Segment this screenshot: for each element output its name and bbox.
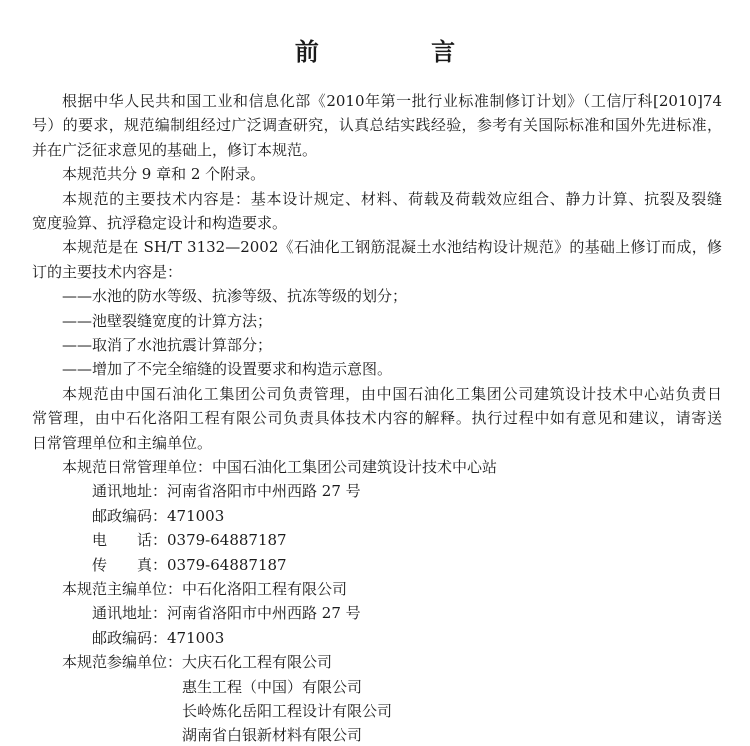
body-text-line: 日常管理单位和主编单位。 [32, 433, 213, 452]
participating-unit: 本规范参编单位：大庆石化工程有限公司 [62, 653, 333, 672]
body-text-line: 根据中华人民共和国工业和信息化部《2010年第一批行业标准制修订计划》（工信厅科[2010]74 [62, 92, 722, 110]
participating-unit: 惠生工程（中国）有限公司 [182, 677, 363, 696]
postal-code: 邮政编码：471003 [92, 506, 225, 525]
list-item: ——取消了水池抗震计算部分； [62, 336, 273, 354]
participating-unit: 湖南省白银新材料有限公司 [182, 726, 363, 745]
address: 通讯地址：河南省洛阳市中州西路 27 号 [92, 482, 361, 501]
list-item: ——水池的防水等级、抗渗等级、抗冻等级的划分； [62, 287, 408, 306]
chief-editor-unit: 本规范主编单位：中石化洛阳工程有限公司 [62, 580, 348, 598]
fax: 传 真：0379-64887187 [92, 555, 287, 574]
list-item: ——增加了不完全缩缝的设置要求和构造示意图。 [62, 360, 393, 379]
postal-code: 邮政编码：471003 [92, 628, 225, 647]
body-text-line: 本规范由中国石油化工集团公司负责管理，由中国石油化工集团公司建筑设计技术中心站负责日 [62, 384, 722, 403]
body-text-line: 订的主要技术内容是： [32, 262, 183, 281]
body-text-line: 宽度验算、抗浮稳定设计和构造要求。 [32, 214, 288, 232]
body-text-line: 本规范共分 9 章和 2 个附录。 [62, 165, 266, 184]
body-text-line: 常管理，由中石化洛阳工程有限公司负责具体技术内容的解释。执行过程中如有意见和建议，请寄送 [32, 409, 722, 428]
body-text-line: 号）的要求，规范编制组经过广泛调查研究，认真总结实践经验，参考有关国际标准和国外先进标准， [32, 116, 722, 135]
body-text-line: 并在广泛征求意见的基础上，修订本规范。 [32, 140, 318, 159]
body-text-line: 本规范是在 SH/T 3132—2002《石油化工钢筋混凝土水池结构设计规范》的基础上修订而成，修 [62, 238, 722, 257]
participating-unit: 长岭炼化岳阳工程设计有限公司 [182, 702, 393, 720]
management-unit: 本规范日常管理单位：中国石油化工集团公司建筑设计技术中心站 [62, 458, 498, 476]
address: 通讯地址：河南省洛阳市中州西路 27 号 [92, 604, 361, 623]
phone: 电 话：0379-64887187 [92, 531, 287, 550]
body-text-line: 本规范的主要技术内容是：基本设计规定、材料、荷载及荷载效应组合、静力计算、抗裂及裂缝 [62, 189, 722, 208]
page-title: 前 言 [294, 38, 508, 66]
list-item: ——池壁裂缝宽度的计算方法； [62, 311, 273, 330]
